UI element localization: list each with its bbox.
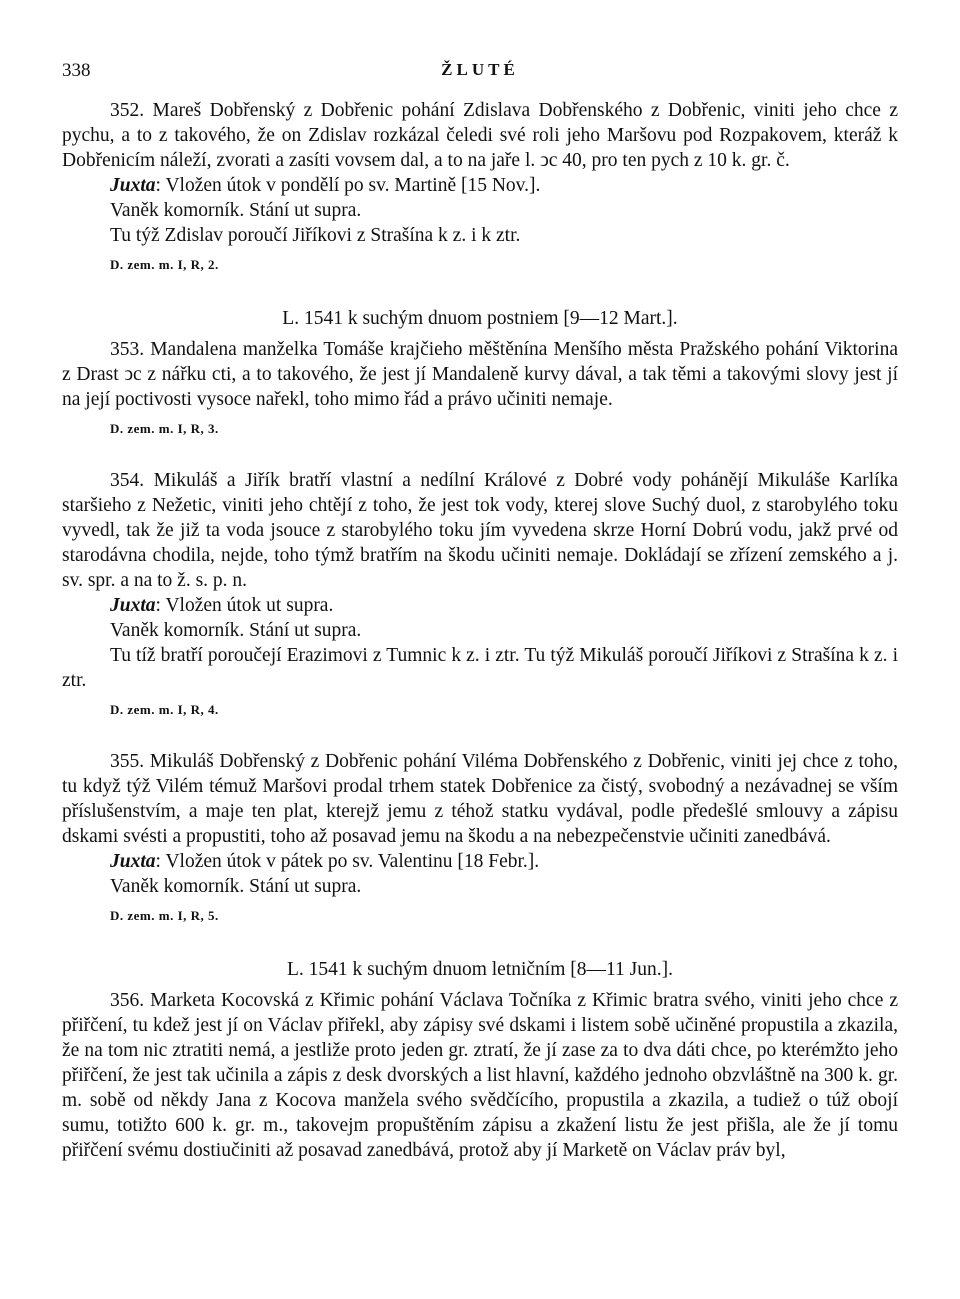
komornik-line: Vaněk komorník. Stání ut supra. — [110, 200, 362, 221]
juxta-text: : Vložen útok v pátek po sv. Valentinu [18 Febr.]. — [155, 851, 540, 872]
juxta-text: : Vložen útok ut supra. — [155, 595, 334, 616]
entry-356 — [62, 988, 898, 1163]
entry-text: 353. Mandalena manželka Tomáše krajčieho měštěnína Menšího města Pražského pohání Viktorina z Drast ↄc z nářku cti, a to takového, že jest jí Mandaleně kurvy dával, a tak těmi a takovými slovy jest jí na její poctivosti vysoce nařekl, toho mimo řád a právo učiniti nemaje. — [62, 339, 898, 410]
entry-text: 355. Mikuláš Dobřenský z Dobřenic pohání Viléma Dobřenského z Dobřenic, viniti jej chce z toho, tu když týž Vilém témuž Maršovi prodal trhem statek Dobřenice za čistý, svobodný a nezávadnej se vším příslušenstvím, a maje ten plat, kterejž jemu z téhož statku vydával, podle předešlé smlouvy a zápisu dskami svésti a propustiti, toho až posavad jemu na škodu a na nebezpečenstvie učiniti zanedbává. — [62, 751, 898, 847]
source-reference: D. zem. m. I, R, 3. — [110, 421, 219, 436]
komornik-line: Vaněk komorník. Stání ut supra. — [110, 620, 362, 641]
komornik-line: Vaněk komorník. Stání ut supra. — [110, 876, 362, 897]
juxta-line — [62, 173, 898, 198]
document-page — [62, 58, 898, 1163]
juxta-line — [62, 593, 898, 618]
porouci-line: Tu týž Zdislav poroučí Jiříkovi z Strašína k z. i k ztr. — [110, 225, 521, 246]
entry-352 — [62, 98, 898, 274]
juxta-label: Juxta — [110, 175, 156, 196]
entry-354 — [62, 468, 898, 719]
juxta-line — [62, 849, 898, 874]
source-reference: D. zem. m. I, R, 4. — [110, 702, 219, 717]
source-reference: D. zem. m. I, R, 5. — [110, 908, 219, 923]
date-heading: L. 1541 k suchým dnuom letničním [8—11 Jun.]. — [287, 959, 673, 980]
entry-text: 354. Mikuláš a Jiřík bratří vlastní a nedílní Králové z Dobré vody pohánějí Mikuláše Karlíka staršieho z Nežetic, viniti jeho chtějí z toho, že jest tok vody, kterej slove Suchý duol, z starobylého toku vyvedl, tak že již ta voda jsouce z starobylého toku jím vyvedena skrze Horní Dobrú vodu, jakž prvé od starodávna chodila, nejde, toho týmž bratřím na škodu učiniti nemaje. Dokládají se zřízení zemského a j. sv. spr. a na to ž. s. p. n. — [62, 470, 898, 591]
date-heading: L. 1541 k suchým dnuom postniem [9—12 Mart.]. — [282, 308, 678, 329]
juxta-label: Juxta — [110, 595, 156, 616]
entry-353 — [62, 337, 898, 438]
juxta-text: : Vložen útok v pondělí po sv. Martině [15 Nov.]. — [155, 175, 541, 196]
juxta-label: Juxta — [110, 851, 156, 872]
entry-355 — [62, 749, 898, 925]
source-reference: D. zem. m. I, R, 2. — [110, 257, 219, 272]
porouci-line: Tu tíž bratří poroučejí Erazimovi z Tumnic k z. i ztr. Tu týž Mikuláš poroučí Jiříkovi z Strašína k z. i ztr. — [62, 645, 898, 691]
running-title: ŽLUTÉ — [441, 60, 519, 79]
entry-text: 352. Mareš Dobřenský z Dobřenic pohání Zdislava Dobřenského z Dobřenic, viniti jeho chce z pychu, a to z takového, že on Zdislav rozkázal čeledi své roli jeho Maršovu pod Rozpakovem, kteráž k Dobřenicím náleží, zvorati a zasíti vovsem dal, a to na jaře l. ↄc 40, pro ten pych z 10 k. gr. č. — [62, 100, 898, 171]
page-number: 338 — [62, 60, 91, 81]
page-header — [62, 58, 898, 98]
entry-text: 356. Marketa Kocovská z Křimic pohání Václava Točníka z Křimic bratra svého, viniti jeho chce z přiřčení, tu kdež jest jí on Václav přiřekl, aby zápisy své dskami i listem sobě učiněné propustila a zkazila, že na tom nic ztratiti nemá, a jestliže proto jeden gr. ztratí, že jí zase za to dva dáti chce, po kterémžto jeho přiřčení, že jest tak učinila a zápis z desk dvorských a list hlavní, každého jednoho obzvláštně na 300 k. gr. m. sobě od někdy Jana z Kocova manžela svého svědčícího, propustila a zkazila, a tudiež o túž obojí sumu, totižto 600 k. gr. m., takovejm propuštěním zápisu a zkažení listu že jest přišla, ale že jí tomu přiřčení svému dostiučiniti až posavad zanedbává, protož aby jí Marketě on Václav práv byl, — [62, 990, 898, 1161]
